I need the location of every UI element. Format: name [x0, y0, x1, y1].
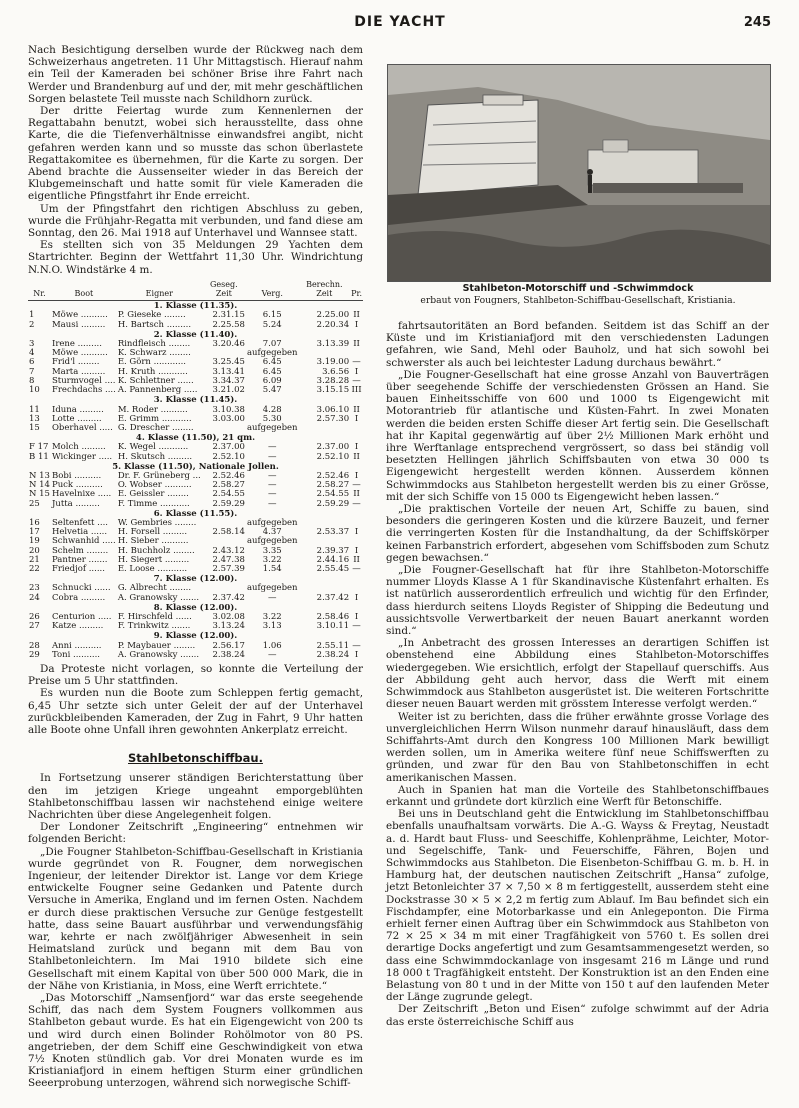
cell-boot: Marta ......... [51, 366, 106, 377]
cell-zeit: 2.58.14 [212, 527, 245, 538]
cell-nr: 1 [29, 310, 35, 321]
class-heading: 2. Klasse (11.40). [153, 329, 238, 340]
cell-ber: 3.19.00 [316, 357, 350, 368]
table-row [28, 500, 363, 509]
cell-zeit [202, 424, 246, 433]
cell-boot: Toni .......... [51, 649, 101, 660]
cell-verg: — [267, 489, 277, 500]
cell-eigner: W. Gembries ........ [117, 517, 197, 528]
table-row [28, 424, 363, 433]
cell-eigner: P. Maybauer ........ [117, 640, 196, 651]
cell-zeit: 3.25.45 [212, 357, 245, 368]
cell-pr: — [352, 563, 361, 574]
cell-pr: I [354, 649, 359, 660]
cell-verg: 6.45 [262, 357, 282, 368]
cell-verg: aufgegeben [246, 517, 298, 528]
cell-pr: II [353, 404, 360, 415]
cell-verg: — [267, 442, 277, 453]
cell-ber [299, 424, 351, 433]
cell-eigner: E. Loose ........... [117, 563, 188, 574]
cell-ber: 2.52.10 [316, 451, 350, 462]
page-number: 245 [743, 15, 771, 30]
paragraph: Um der Pfingstfahrt den richtigen Abschluss zu geben, wurde die Frühjahr-Regatta mit verbunden, und fand diese am Sonntag, den 26. Mai 1918 auf Unterhavel und Wannsee statt. [28, 202, 363, 240]
cell-verg: — [267, 451, 277, 462]
paragraph: „Die Fougner-Gesellschaft hat eine grosse Anzahl von Bauverträgen über seegehende Schiffe der verschiedensten Grössen an Hand. Sie bauen Einheitsschiffe von 600 und 1000 ts Eigengewicht mit Motorantrieb für atlantische und Küsten-Fahrt. In zwei Monaten werden die beiden ersten Schiffe dieser Art fertig sein. Die Gesellschaft hat ihr Kapital gegenwärtig auf über 2½ Millionen Mark erhöht und ihre Werftanlage entsprechend vergrössert, so dass bei ständig voll besetzten Hellingen jährlich Schiffsbauten von etwa 30 000 ts Eigengewicht hergestellt werden können. Ausserdem können Schwimmdocks aus Stahlbeton hergestellt werden bis zu einer Grösse, mit der sich Schiffe von 15 000 ts Eigengewicht heben lassen.“ [386, 368, 769, 503]
cell-boot: Friedjof ...... [51, 563, 105, 574]
cell-boot: Möwe .......... [51, 348, 108, 359]
cell-verg: — [267, 470, 277, 481]
table-row [28, 594, 363, 603]
paragraph: „Die praktischen Vorteile der neuen Art, Schiffe zu bauen, sind besonders die geringeren Kosten und die kürzere Bauzeit, und ferner die verringerten Kosten für die Instandhaltung, da der Schiffskörper keinen Farbanstrich erfordert, abgesehen vom Schiffsboden zum Schutz gegen bewachsen.“ [386, 503, 769, 564]
cell-pr: I [354, 470, 359, 481]
left-column [28, 44, 363, 1090]
cell-verg: — [267, 649, 277, 660]
cell-verg: 3.22 [262, 554, 282, 565]
col-boot: Boot [51, 280, 117, 301]
cell-verg: 7.07 [262, 339, 282, 350]
cell-verg: — [267, 480, 277, 491]
cell-boot: Frechdachs .... [51, 385, 116, 396]
cell-pr: I [354, 592, 359, 603]
cell-zeit: 2.52.10 [212, 451, 245, 462]
table-row [28, 651, 363, 660]
cell-boot: Katze ......... [51, 621, 104, 632]
paragraph: „Das Motorschiff „Namsenfjord“ war das erste seegehende Schiff, das nach dem System Fougners vollkommen aus Stahlbeton gebaut wurde. Es hat ein Eigengewicht von 200 ts und wird durch einen Bolinder Rohölmotor von 80 PS. angetrieben, der dem Schiff eine Geschwindigkeit von etwa 7½ Knoten stündlich gab. Vor drei Monaten wurde es im Kristianiafjord in einem heftigen Sturm einer gründlichen Seeerprobung unterzogen, während sich norwegische Schiff- [28, 992, 363, 1090]
cell-zeit: 3.13.24 [212, 621, 245, 632]
photo-caption-sub: erbaut von Fougners, Stahlbeton-Schiffbau-Gesellschaft, Kristiania. [420, 295, 736, 306]
cell-nr: 23 [29, 583, 40, 594]
cell-verg: aufgegeben [246, 348, 298, 359]
cell-ber: 2.39.37 [316, 545, 350, 556]
cell-zeit: 2.54.55 [212, 489, 245, 500]
section-headline: Stahlbetonschiffbau. [128, 751, 263, 766]
cell-nr: B 11 [29, 451, 49, 462]
cell-zeit: 2.58.27 [212, 480, 245, 491]
cell-pr: I [354, 527, 359, 538]
cell-eigner: E. Geissler ........ [117, 489, 189, 500]
cell-verg: 1.06 [262, 640, 282, 651]
cell-eigner: E. Grimm ........... [117, 413, 192, 424]
ship-photo-image [388, 65, 770, 281]
cell-nr: 20 [29, 545, 40, 556]
paragraph: Es wurden nun die Boote zum Schleppen fertig gemacht, 6,45 Uhr setzte sich unter Geleit der auf der Unterhavel zurückbleibenden Kameraden, der Zug in Fahrt, 9 Uhr hatten alle Boote ohne Unfall ihren gewohnten Ankerplatz erreicht. [28, 687, 363, 736]
paragraph: Weiter ist zu berichten, dass die früher erwähnte grosse Vorlage des unvergleichlichen Herrn Wilson nunmehr darauf hinausläuft, dass dem Schiffahrts-Amt durch den Kongress 100 Millionen Mark bewilligt werden sollen, um in Amerika weitere fünf neue Schiffswerften zu gründen, und zwar für den Bau von Stahlbetonschiffen in echt amerikanischen Massen. [386, 710, 769, 784]
cell-verg: 6.45 [262, 366, 282, 377]
cell-eigner: H. Buchholz ........ [117, 545, 195, 556]
col-ber: Berechn. Zeit [299, 280, 351, 301]
table-row [28, 386, 363, 395]
cell-pr: I [354, 366, 359, 377]
cell-boot: Schnucki ...... [51, 583, 111, 594]
cell-zeit: 2.47.38 [212, 554, 245, 565]
paragraph: Der Londoner Zeitschrift „Engineering“ entnehmen wir folgenden Bericht: [28, 821, 363, 846]
cell-pr: II [353, 310, 360, 321]
class-heading: 5. Klasse (11.50), Nationale Jollen. [112, 461, 279, 472]
cell-verg: 1.54 [262, 563, 282, 574]
cell-verg: 3.13 [262, 621, 282, 632]
class-heading: 7. Klasse (12.00). [153, 574, 238, 585]
cell-verg: aufgegeben [246, 583, 298, 594]
cell-verg: 5.47 [262, 385, 282, 396]
cell-pr: I [354, 545, 359, 556]
paragraph: „Die Fougner Stahlbeton-Schiffbau-Gesellschaft in Kristiania wurde gegründet von R. Fougner, dem norwegischen Ingenieur, der leitender Direktor ist. Lange vor dem Kriege entwickelte Fougner seine Gedanken und Patente durch Versuche in Amerika, England und im fernen Osten. Nachdem er durch diese praktischen Versuche zur Genüge festgestellt hatte, dass seine Bauart ausführbar und verwendungsfähig war, kehrte er nach zwölfjähriger Abwesenheit in sein Heimatsland zurück und begann mit dem Bau von Stahlbetonleichtern. Im Mai 1910 bildete sich eine Gesellschaft mit einem Kapital von über 500 000 Mark, die in der Nähe von Kristiania, in Moss, eine Werft errichtete.“ [28, 845, 363, 992]
cell-pr: I [354, 319, 359, 330]
col-nr: Nr. [28, 280, 51, 301]
col-zeit: Geseg. Zeit [202, 280, 246, 301]
cell-eigner: F. Hirschfeld ...... [117, 611, 192, 622]
cell-pr: — [352, 357, 361, 368]
cell-zeit: 2.25.58 [212, 319, 245, 330]
table-row [28, 453, 363, 462]
cell-nr: N 13 [29, 470, 50, 481]
cell-nr: 4 [29, 348, 35, 359]
cell-eigner: H. Kruth ........... [117, 366, 188, 377]
cell-boot: Centurion ..... [51, 611, 112, 622]
class-heading: 3. Klasse (11.45). [153, 395, 238, 406]
cell-nr: 28 [29, 640, 40, 651]
cell-ber: 3.10.11 [316, 621, 350, 632]
class-heading: 8. Klasse (12.00). [153, 602, 238, 613]
cell-eigner: K. Schwarz ........ [117, 348, 191, 359]
cell-eigner: M. Roder .......... [117, 404, 188, 415]
cell-ber: 2.55.45 [316, 563, 350, 574]
left-paragraphs-bottom [28, 772, 363, 1089]
cell-verg: 4.37 [262, 527, 282, 538]
cell-boot: Pantner ....... [51, 554, 108, 565]
cell-verg: — [267, 592, 277, 603]
cell-zeit: 3.10.38 [212, 404, 245, 415]
cell-pr [350, 424, 363, 433]
paragraph: Es stellten sich von 35 Meldungen 29 Yachten dem Startrichter. Beginn der Wettfahrt 11,30 Uhr. Windrichtung N.N.O. Windstärke 4 m. [28, 239, 363, 276]
cell-ber: 2.54.55 [316, 489, 350, 500]
cell-pr: — [352, 621, 361, 632]
cell-zeit: 2.37.42 [212, 592, 245, 603]
cell-boot: Puck .......... [51, 480, 103, 491]
cell-pr: II [353, 489, 360, 500]
cell-zeit: 3.21.02 [212, 385, 245, 396]
cell-verg: 6.15 [262, 310, 282, 321]
cell-eigner: E. Görn ............ [117, 357, 186, 368]
class-heading: 6. Klasse (11.55). [153, 508, 238, 519]
cell-verg: aufgegeben [246, 536, 298, 547]
cell-boot: Mausi ......... [51, 319, 106, 330]
paragraph: In Fortsetzung unserer ständigen Berichterstattung über den im jetzigen Kriege ungeahnt emporgeblühten Stahlbetonschiffbau lassen wir nachstehend einige weitere Nachrichten über diese Angelegenheit folgen. [28, 772, 363, 822]
cell-ber: 2.57.30 [316, 413, 350, 424]
cell-pr: — [352, 498, 361, 509]
cell-pr: — [352, 375, 361, 386]
cell-nr: 8 [29, 375, 35, 386]
cell-ber: 3.28.28 [316, 375, 350, 386]
cell-verg: 5.24 [262, 319, 282, 330]
cell-nr: 16 [29, 517, 40, 528]
cell-boot: Schelm ........ [51, 545, 109, 556]
col-eigner: Eigner [117, 280, 202, 301]
cell-eigner: F. Trinkwitz ....... [117, 621, 191, 632]
paragraph: Bei uns in Deutschland geht die Entwicklung im Stahlbetonschiffbau ebenfalls unaufhaltsam vorwärts. Die A.-G. Wayss & Freytag, Neustadt a. d. Hardt baut Fluss- und Seeschiffe, Kohlenprähme, Leichter, Motor- und Segelschiffe, Tank- und Feuerschiffe, Fähren, Bojen und Schwimmdocks aus Stahlbeton. Die Eisenbeton-Schiffbau G. m. b. H. in Hamburg hat, der deutschen nautischen Zeitschrift „Hansa“ zufolge, jetzt Betonleichter 37 × 7,50 × 8 m fertiggestellt, ausserdem steht eine Dockstrasse 30 × 5 × 2,2 m fertig zum Ablauf. Im Bau befindet sich ein Fischdampfer, eine Motorbarkasse und ein Anlegeponton. Die Firma erhielt ferner einen Auftrag über ein Schwimmdock aus Stahlbeton von 72 × 25 × 34 m mit einer Tragfähigkeit von 5760 t. Es sollen drei derartige Docks angefertigt und zum Gesamtsammengesetzt werden, so dass eine Schwimmdockanlage von insgesamt 216 m Länge und rund 18 000 t Tragfähigkeit entsteht. Der Konstruktion ist an den Enden eine Belastung von 80 t und in der Mitte von 150 t auf den laufenden Meter der Länge zugrunde gelegt. [386, 808, 769, 1004]
cell-eigner: O. Wobser .......... [117, 480, 192, 491]
cell-verg: aufgegeben [246, 422, 298, 433]
cell-ber: 2.52.46 [316, 470, 350, 481]
cell-eigner: H. Siegert ......... [117, 554, 190, 565]
cell-pr: II [353, 451, 360, 462]
cell-boot: Seltenfett .... [51, 517, 108, 528]
cell-ber: 2.38.24 [316, 649, 350, 660]
cell-ber: 3.13.39 [316, 339, 350, 350]
regatta-results-table [28, 280, 363, 660]
cell-pr: — [352, 640, 361, 651]
cell-pr: — [352, 480, 361, 491]
cell-nr: 29 [29, 649, 40, 660]
col-verg: Verg. [246, 280, 299, 301]
paragraph: Der Zeitschrift „Beton und Eisen“ zufolge schwimmt auf der Adria das erste österreichische Schiff aus [386, 1003, 769, 1028]
class-heading-row [28, 395, 363, 405]
table-row [28, 565, 363, 574]
photo-caption-title: Stahlbeton-Motorschiff und -Schwimmdock [462, 283, 694, 294]
cell-ber: 3.06.10 [316, 404, 350, 415]
cell-boot: Helvetia ...... [51, 527, 108, 538]
cell-boot: Iduna ......... [51, 404, 104, 415]
journal-title: DIE YACHT [354, 14, 446, 30]
cell-pr: I [354, 611, 359, 622]
left-paragraphs-top [28, 44, 363, 276]
cell-nr: 7 [29, 366, 35, 377]
cell-zeit: 3.02.08 [212, 611, 245, 622]
cell-nr: 27 [29, 621, 40, 632]
cell-nr: 10 [29, 385, 40, 396]
cell-ber: 2.55.11 [316, 640, 350, 651]
cell-pr: II [353, 339, 360, 350]
cell-eigner: G. Drescher ........ [117, 422, 194, 433]
paragraph: fahrtsautoritäten an Bord befanden. Seitdem ist das Schiff an der Küste und im Kristianiafjord mit den verschiedensten Ladungen gefahren, wie Sand, Mehl oder Bauholz, und hat sich sowohl bei schwerster als auch bei leichtester Ladung durchaus bewährt.“ [386, 320, 769, 369]
class-heading: 9. Klasse (12.00). [153, 631, 238, 642]
cell-ber: 3.15.15 [316, 385, 350, 396]
table-row [28, 622, 363, 631]
cell-zeit: 2.59.29 [212, 498, 245, 509]
cell-zeit: 2.52.46 [212, 470, 245, 481]
cell-ber: 2.58.46 [316, 611, 350, 622]
paragraph: Auch in Spanien hat man die Vorteile des Stahlbetonschiffbaues erkannt und gründete dort kürzlich eine Werft für Betonschiffe. [386, 783, 769, 808]
cell-boot: Anni .......... [51, 640, 102, 651]
cell-boot: Bobi .......... [51, 470, 102, 481]
cell-nr: 19 [29, 536, 40, 547]
cell-boot: Sturmvogel .... [51, 375, 116, 386]
paragraph: Da Proteste nicht vorlagen, so konnte die Verteilung der Preise um 5 Uhr stattfinden. [28, 662, 363, 688]
cell-zeit: 2.56.17 [212, 640, 245, 651]
cell-boot: Frid'l ........ [51, 357, 100, 368]
cell-pr: II [353, 554, 360, 565]
cell-ber: 2.59.29 [316, 498, 350, 509]
cell-boot: Cobra ......... [51, 592, 106, 603]
right-column [386, 320, 769, 1028]
cell-boot: Lotte ......... [51, 413, 102, 424]
cell-eigner: Rindfleisch ........ [117, 339, 191, 350]
cell-ber: 2.20.34 [316, 319, 350, 330]
cell-eigner: A. Granowsky ....... [117, 592, 200, 603]
cell-ber: 2.58.27 [316, 480, 350, 491]
paragraph: „In Anbetracht des grossen Interesses an derartigen Schiffen ist obenstehend eine Abbildung eines Stahlbeton-Motorschiffes wiedergegeben. Wie ersichtlich, erfolgt der Stapellauf querschiffs. Aus der Abbildung geht auch hervor, dass die Werft mit einem Schwimmdock aus Stahlbeton ausgerüstet ist. Die weiteren Fortschritte dieser neuen Bauart werden mit grösstem Interesse verfolgt werden.“ [386, 637, 769, 711]
cell-eigner: H. Bartsch ......... [117, 319, 192, 330]
cell-eigner: K. Wegel ........... [117, 442, 189, 453]
cell-nr: 11 [29, 404, 40, 415]
cell-nr: 13 [29, 413, 40, 424]
cell-ber: 2.37.00 [316, 442, 350, 453]
cell-verg: 3.35 [262, 545, 282, 556]
ship-photo [387, 64, 771, 282]
cell-boot: Wickinger ..... [51, 451, 113, 462]
cell-zeit: 2.37.00 [212, 442, 245, 453]
cell-zeit: 3.03.00 [212, 413, 245, 424]
cell-eigner: A. Granowsky ....... [117, 649, 200, 660]
class-heading: 4. Klasse (11.50), 21 qm. [135, 433, 256, 444]
cell-nr: N 14 [29, 480, 50, 491]
cell-nr: 2 [29, 319, 35, 330]
cell-zeit: 2.38.24 [212, 649, 245, 660]
cell-pr: I [354, 442, 359, 453]
col-pr: Pr. [350, 280, 363, 301]
paragraph: „Die Fougner-Gesellschaft hat für ihre Stahlbeton-Motorschiffe nummer Lloyds Klasse A 1 für Skandinavische Küstenfahrt erhalten. Es ist natürlich ausserordentlich erfreulich und wichtig für den Erfinder, dass hierdurch seitens Lloyds Register of Shipping die Bedeutung und aussichtsvolle Verwertbarkeit der neuen Bauart anerkannt worden sind.“ [386, 564, 769, 638]
cell-nr: N 15 [29, 489, 50, 500]
cell-verg: — [267, 498, 277, 509]
cell-boot: Möwe .......... [51, 310, 108, 321]
cell-eigner: F. Timme ........... [117, 498, 190, 509]
cell-nr: 26 [29, 611, 40, 622]
cell-eigner: A. Pannenberg ..... [117, 385, 198, 396]
cell-nr: F 17 [29, 442, 49, 453]
cell-nr: 25 [29, 498, 40, 509]
cell-nr: 22 [29, 563, 40, 574]
cell-zeit: 3.13.41 [212, 366, 245, 377]
cell-ber: 2.53.37 [316, 527, 350, 538]
cell-verg: 5.30 [262, 413, 282, 424]
paragraph: Nach Besichtigung derselben wurde der Rückweg nach dem Schweizerhaus angetreten. 11 Uhr Mittagstisch. Hierauf nahm ein Teil der Kameraden bei schöner Brise ihre Fahrt nach Werder und Brandenburg auf und der, mit mehr geschäftlichen Sorgen belastete Teil musste nach Schildhorn zurück. [28, 44, 363, 105]
cell-boot: Schwanhid ..... [51, 536, 116, 547]
cell-nr: 24 [29, 592, 40, 603]
cell-pr: III [351, 385, 362, 396]
cell-ber: 2.44.16 [316, 554, 350, 565]
cell-eigner: H. Sieber .......... [117, 536, 189, 547]
cell-boot: Jutta ......... [51, 498, 100, 509]
class-heading: 1. Klasse (11.35). [153, 301, 238, 312]
cell-boot: Havelnixe ..... [51, 489, 112, 500]
cell-eigner: P. Gieseke ........ [117, 310, 186, 321]
cell-eigner: K. Schlettner ...... [117, 375, 194, 386]
cell-ber: 2.25.00 [316, 310, 350, 321]
cell-zeit: 3.20.46 [212, 339, 245, 350]
cell-nr: 17 [29, 527, 40, 538]
cell-eigner: G. Albrecht ........ [117, 583, 192, 594]
cell-nr: 21 [29, 554, 40, 565]
cell-nr: 3 [29, 339, 35, 350]
cell-eigner: H. Forsell ......... [117, 527, 188, 538]
cell-nr: 6 [29, 357, 35, 368]
cell-boot: Irene ......... [51, 339, 102, 350]
cell-nr: 15 [29, 422, 40, 433]
running-header [0, 14, 799, 36]
cell-zeit: 2.31.15 [212, 310, 245, 321]
cell-zeit: 2.43.12 [212, 545, 245, 556]
cell-ber: 2.37.42 [316, 592, 350, 603]
cell-boot: Molch ......... [51, 442, 106, 453]
cell-verg: 6.09 [262, 375, 282, 386]
cell-ber: 3.6.56 [322, 366, 350, 377]
cell-eigner: Dr. F. Grüneberg ... [117, 470, 201, 481]
table-row [28, 321, 363, 330]
cell-zeit: 2.57.39 [212, 563, 245, 574]
paragraph: Der dritte Feiertag wurde zum Kennenlernen der Regattabahn benutzt, wobei sich herausstellte, dass ohne Karte, die die Tiefenverhältnisse einwandsfrei angibt, nicht gefahren werden kann und so musste das schon überlastete Regattakomitee es übernehmen, für die Karte zu sorgen. Der Abend brachte die Aussenseiter wieder in das Bereich der Klubgemeinschaft und hatte somit für viele Kameraden die eigentliche Pfingstfahrt ihr Ende erreicht. [28, 105, 363, 203]
left-paragraphs-mid [28, 663, 363, 736]
cell-verg: 4.28 [262, 404, 282, 415]
cell-boot: Oberhavel ..... [51, 422, 113, 433]
cell-pr: I [354, 413, 359, 424]
cell-verg: 3.22 [262, 611, 282, 622]
cell-eigner: H. Skutsch ......... [117, 451, 193, 462]
cell-zeit: 3.34.37 [212, 375, 245, 386]
